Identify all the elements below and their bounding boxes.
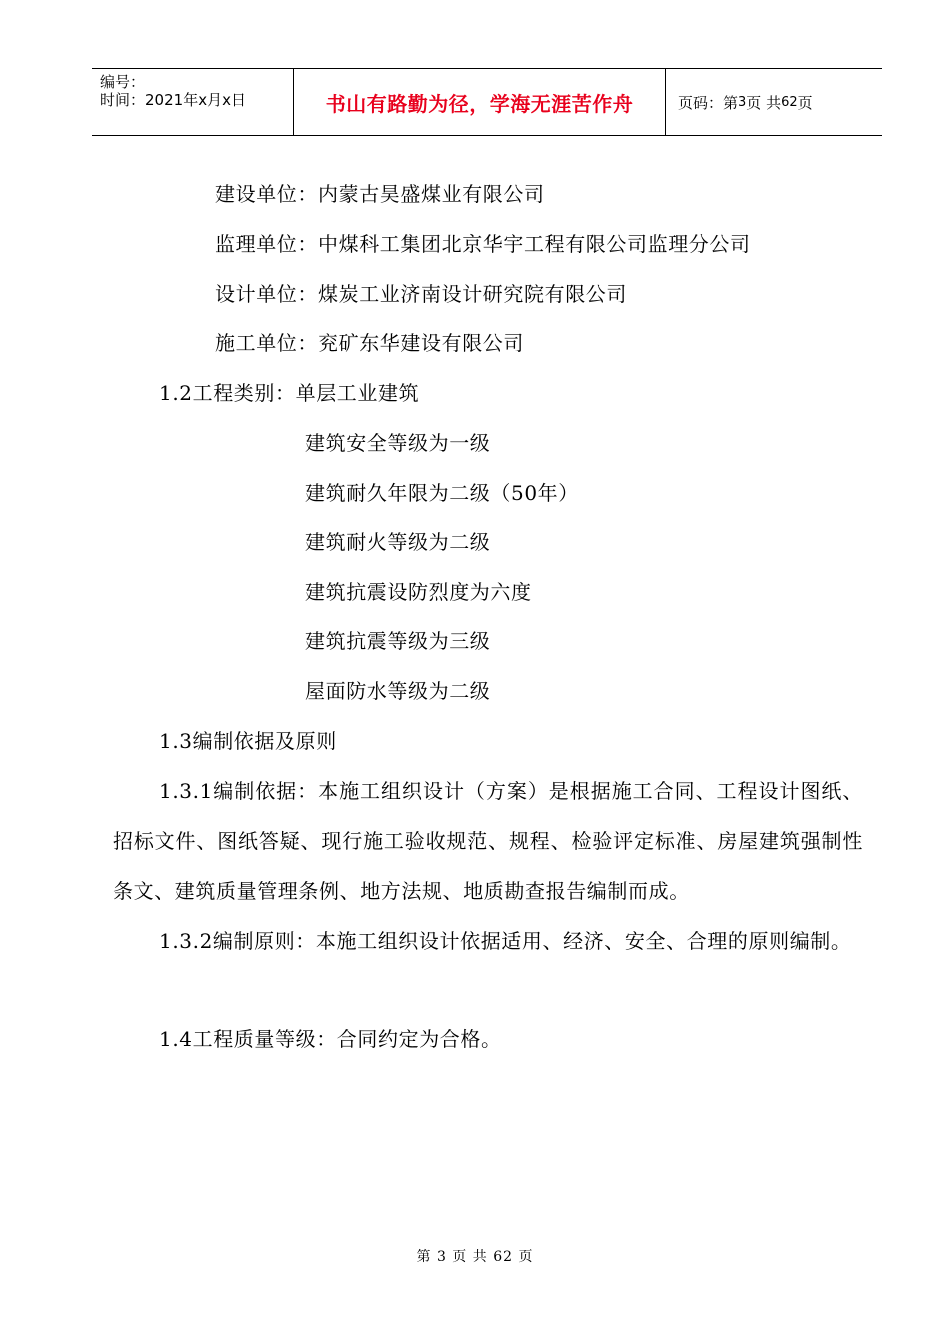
code-label: 编号：	[100, 73, 146, 91]
category-item: 建筑抗震等级为三级	[305, 629, 491, 653]
design-unit: 设计单位：煤炭工业济南设计研究院有限公司	[215, 282, 627, 306]
time-label: 时间：	[100, 91, 146, 109]
category-item: 建筑耐久年限为二级（50年）	[305, 481, 579, 505]
page-total: 62	[781, 94, 798, 110]
category-item: 建筑耐火等级为二级	[305, 530, 491, 554]
builder-unit: 施工单位：兖矿东华建设有限公司	[215, 331, 524, 355]
section-1-3-heading: 1.3编制依据及原则	[159, 729, 337, 753]
header-slogan-cell	[294, 69, 666, 135]
time-line	[100, 91, 293, 109]
page-footer: 第 3 页 共 62 页	[416, 1249, 534, 1265]
construction-unit: 建设单位：内蒙古昊盛煤业有限公司	[215, 182, 545, 206]
header-page-number	[666, 69, 882, 135]
page-mid: 页 共	[746, 93, 782, 112]
category-item: 建筑抗震设防烈度为六度	[305, 580, 532, 604]
slogan: 书山有路勤为径，学海无涯苦作舟	[325, 91, 634, 116]
compilation-principle-paragraph: 1.3.2编制原则：本施工组织设计依据适用、经济、安全、合理的原则编制。	[159, 929, 852, 953]
supervision-unit: 监理单位：中煤科工集团北京华宇工程有限公司监理分公司	[215, 232, 751, 256]
category-item: 建筑安全等级为一级	[305, 431, 491, 455]
category-item: 屋面防水等级为二级	[305, 679, 491, 703]
section-1-2-heading: 1.2工程类别：单层工业建筑	[159, 381, 420, 405]
compilation-basis-paragraph: 1.3.1编制依据：本施工组织设计（方案）是根据施工合同、工程设计图纸、招标文件、图纸答疑、现行施工验收规范、规程、检验评定标准、房屋建筑强制性条文、建筑质量管理条例、地方法规、地质勘查报告编制而成。	[113, 779, 863, 903]
page-label: 页码：第	[678, 93, 739, 112]
page-current: 3	[738, 94, 747, 110]
page-header	[92, 68, 882, 136]
page-end: 页	[797, 93, 813, 112]
section-1-4-heading: 1.4工程质量等级：合同约定为合格。	[159, 1027, 502, 1051]
time-value: 2021年x月x日	[145, 91, 246, 109]
header-meta	[92, 69, 294, 135]
